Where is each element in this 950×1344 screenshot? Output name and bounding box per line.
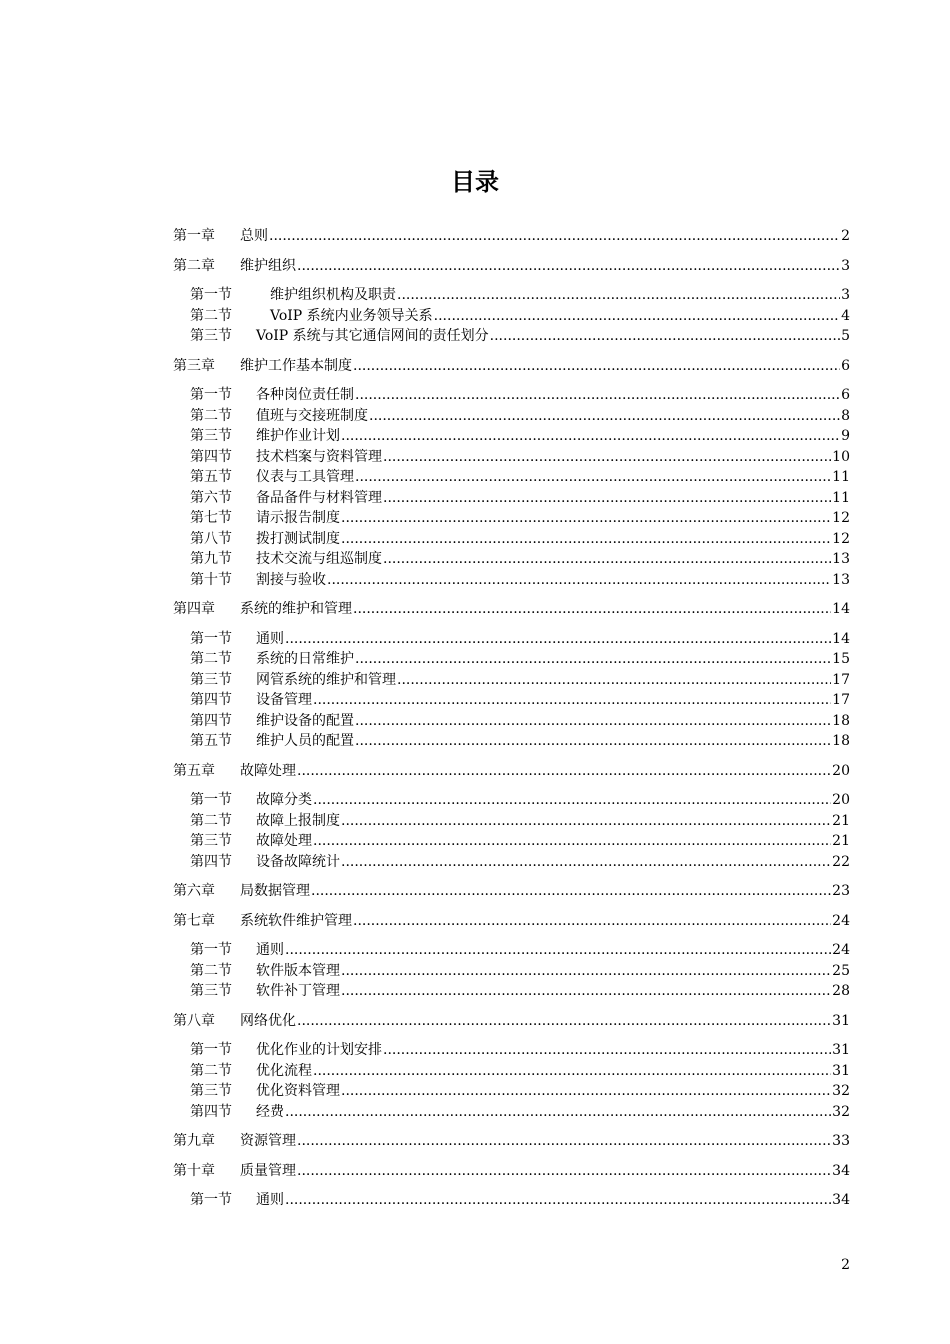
toc-section-entry[interactable] [173,852,850,873]
toc-section-entry[interactable] [173,529,850,550]
toc-dot-leader [297,1131,831,1152]
toc-dot-leader [383,488,831,509]
toc-entry-page: 20 [832,762,850,779]
toc-dot-leader [341,981,831,1002]
toc-entry-number: 第九节 [190,551,232,567]
toc-entry-number: 第二节 [190,962,232,979]
toc-dot-leader [355,731,831,752]
toc-entry-page: 33 [832,1133,850,1149]
toc-entry-number: 第三节 [190,833,232,849]
toc-section-entry[interactable] [173,940,850,961]
toc-entry-number: 第二节 [190,812,232,829]
toc-dot-leader [313,790,831,811]
toc-entry-number: 第十章 [173,1162,215,1179]
toc-entry-page: 31 [832,1042,850,1058]
toc-entry-title: 软件补丁管理 [256,983,340,999]
toc-entry-number: 第一节 [190,792,232,808]
toc-entry-title: 优化流程 [256,1062,312,1079]
toc-entry-title: 通则 [256,630,284,647]
toc-section-entry[interactable] [173,467,850,488]
toc-dot-leader [313,1061,831,1082]
toc-entry-title: 总则 [240,228,268,244]
toc-entry-page: 21 [832,812,850,829]
toc-entry-page: 6 [841,387,850,403]
toc-dot-leader [355,467,831,488]
toc-entry-page: 14 [832,601,850,617]
toc-entry-title: 各种岗位责任制 [256,387,354,403]
toc-entry-page: 24 [832,942,850,958]
toc-dot-leader [341,852,831,873]
toc-entry-title: 优化作业的计划安排 [256,1042,382,1058]
toc-section-entry[interactable] [173,1102,850,1123]
toc-entry-page: 11 [832,469,850,485]
toc-entry-page: 17 [832,671,850,688]
toc-entry-page: 18 [832,712,850,729]
toc-dot-leader [341,811,831,832]
toc-dot-leader [490,326,840,347]
toc-section-entry[interactable] [173,508,850,529]
toc-entry-title: 割接与验收 [256,571,326,588]
toc-entry-page: 9 [841,428,850,444]
toc-entry-number: 第三节 [190,983,232,999]
toc-dot-leader [355,385,840,406]
toc-section-entry[interactable] [173,285,850,306]
toc-entry-title: 维护工作基本制度 [240,357,352,374]
toc-entry-page: 17 [832,692,850,708]
toc-dot-leader [369,406,840,427]
toc-section-entry[interactable] [173,629,850,650]
toc-entry-number: 第六节 [190,489,232,506]
toc-dot-leader [397,285,840,306]
toc-dot-leader [285,940,831,961]
toc-dot-leader [341,529,831,550]
toc-entry-title: 维护组织 [240,257,296,274]
toc-entry-page: 13 [832,571,850,588]
toc-entry-number: 第二章 [173,257,215,274]
toc-entry-number: 第五章 [173,762,215,779]
toc-chapter-entry[interactable] [173,1161,850,1182]
toc-entry-number: 第四节 [190,712,232,729]
toc-entry-title: 维护人员的配置 [256,733,354,749]
toc-entry-page: 31 [832,1062,850,1079]
toc-section-entry[interactable] [173,306,850,327]
toc-section-entry[interactable] [173,961,850,982]
toc-entry-title: 值班与交接班制度 [256,407,368,424]
toc-entry-title: 局数据管理 [240,883,310,899]
toc-dot-leader [313,690,831,711]
toc-entry-page: 8 [841,407,850,424]
toc-entry-title: 故障分类 [256,792,312,808]
toc-entry-number: 第二节 [190,1062,232,1079]
toc-entry-number: 第五节 [190,733,232,749]
toc-dot-leader [297,1161,831,1182]
toc-dot-leader [297,1011,831,1032]
toc-entry-title: 拨打测试制度 [256,530,340,547]
toc-dot-leader [355,649,831,670]
toc-entry-title: 维护设备的配置 [256,712,354,729]
toc-entry-number: 第二节 [190,307,232,324]
table-of-contents [173,226,850,1211]
toc-section-entry[interactable] [173,1061,850,1082]
toc-entry-title: 设备管理 [256,692,312,708]
toc-dot-leader [285,1190,831,1211]
toc-entry-page: 13 [832,551,850,567]
toc-section-entry[interactable] [173,326,850,347]
toc-section-entry[interactable] [173,1081,850,1102]
toc-entry-title: 技术档案与资料管理 [256,448,382,465]
toc-section-entry[interactable] [173,1040,850,1061]
toc-entry-title: 软件版本管理 [256,962,340,979]
toc-section-entry[interactable] [173,811,850,832]
toc-entry-number: 第四节 [190,692,232,708]
toc-section-entry[interactable] [173,549,850,570]
toc-dot-leader [353,911,831,932]
toc-chapter-entry[interactable] [173,911,850,932]
toc-entry-number: 第三节 [190,328,232,344]
toc-dot-leader [341,508,831,529]
toc-chapter-entry[interactable] [173,1011,850,1032]
toc-entry-title: 资源管理 [240,1133,296,1149]
toc-entry-page: 11 [832,489,850,506]
toc-section-entry[interactable] [173,711,850,732]
toc-entry-number: 第四节 [190,853,232,870]
toc-dot-leader [269,226,840,247]
toc-entry-title: 维护组织机构及职责 [256,287,396,303]
toc-section-entry[interactable] [173,731,850,752]
toc-entry-title: 优化资料管理 [256,1083,340,1099]
page-number: 2 [841,1257,850,1273]
toc-entry-number: 第一节 [190,1042,232,1058]
toc-entry-number: 第七节 [190,510,232,526]
toc-section-entry[interactable] [173,385,850,406]
toc-dot-leader [297,256,840,277]
toc-dot-leader [311,881,831,902]
toc-dot-leader [383,1040,831,1061]
toc-entry-page: 12 [832,530,850,547]
toc-entry-title: 故障上报制度 [256,812,340,829]
toc-entry-title: 请示报告制度 [256,510,340,526]
toc-entry-title: 备品备件与材料管理 [256,489,382,506]
toc-entry-page: 24 [832,912,850,929]
toc-entry-number: 第五节 [190,469,232,485]
toc-entry-page: 32 [832,1103,850,1120]
toc-section-entry[interactable] [173,447,850,468]
toc-entry-number: 第一章 [173,228,215,244]
toc-section-entry[interactable] [173,981,850,1002]
toc-entry-number: 第六章 [173,883,215,899]
toc-entry-number: 第七章 [173,912,215,929]
toc-entry-number: 第九章 [173,1133,215,1149]
toc-entry-number: 第三节 [190,428,232,444]
toc-entry-number: 第四节 [190,448,232,465]
toc-entry-title: 通则 [256,942,284,958]
toc-section-entry[interactable] [173,1190,850,1211]
toc-entry-page: 28 [832,983,850,999]
toc-entry-page: 5 [841,328,850,344]
toc-dot-leader [285,629,831,650]
toc-entry-number: 第一节 [190,942,232,958]
toc-entry-title: VoIP 系统与其它通信网间的责任划分 [256,328,489,344]
toc-dot-leader [383,549,831,570]
toc-chapter-entry[interactable] [173,226,850,247]
page-title: 目录 [451,168,499,196]
toc-entry-title: 设备故障统计 [256,853,340,870]
toc-entry-title: 经费 [256,1103,284,1120]
toc-entry-page: 25 [832,962,850,979]
toc-entry-number: 第三节 [190,671,232,688]
toc-section-entry[interactable] [173,790,850,811]
toc-entry-title: 技术交流与组巡制度 [256,551,382,567]
toc-chapter-entry[interactable] [173,356,850,377]
toc-dot-leader [341,1081,831,1102]
toc-entry-page: 3 [841,287,850,303]
toc-entry-title: 网管系统的维护和管理 [256,671,396,688]
toc-dot-leader [327,570,831,591]
toc-section-entry[interactable] [173,488,850,509]
toc-entry-page: 4 [841,307,850,324]
toc-entry-page: 10 [832,448,850,465]
toc-dot-leader [397,670,831,691]
toc-entry-number: 第八章 [173,1012,215,1029]
toc-chapter-entry[interactable] [173,599,850,620]
toc-entry-title: 质量管理 [240,1162,296,1179]
toc-dot-leader [341,426,840,447]
toc-dot-leader [353,599,831,620]
toc-dot-leader [355,711,831,732]
toc-entry-page: 23 [832,883,850,899]
toc-dot-leader [383,447,831,468]
toc-entry-page: 21 [832,833,850,849]
toc-section-entry[interactable] [173,406,850,427]
toc-section-entry[interactable] [173,831,850,852]
toc-entry-title: 系统软件维护管理 [240,912,352,929]
toc-entry-title: 仪表与工具管理 [256,469,354,485]
toc-entry-number: 第四节 [190,1103,232,1120]
toc-dot-leader [434,306,840,327]
toc-entry-title: 通则 [256,1192,284,1208]
toc-entry-page: 3 [841,257,850,274]
toc-entry-number: 第十节 [190,571,232,588]
toc-section-entry[interactable] [173,570,850,591]
toc-dot-leader [353,356,840,377]
toc-section-entry[interactable] [173,670,850,691]
toc-entry-page: 6 [841,357,850,374]
toc-entry-title: 维护作业计划 [256,428,340,444]
toc-dot-leader [341,961,831,982]
toc-section-entry[interactable] [173,426,850,447]
toc-entry-number: 第三节 [190,1083,232,1099]
toc-chapter-entry[interactable] [173,1131,850,1152]
toc-section-entry[interactable] [173,690,850,711]
toc-entry-page: 34 [832,1192,850,1208]
toc-chapter-entry[interactable] [173,881,850,902]
toc-entry-page: 14 [832,630,850,647]
toc-entry-page: 18 [832,733,850,749]
toc-entry-number: 第一节 [190,287,232,303]
toc-entry-page: 32 [832,1083,850,1099]
toc-chapter-entry[interactable] [173,256,850,277]
toc-dot-leader [297,761,831,782]
toc-dot-leader [285,1102,831,1123]
toc-entry-number: 第一节 [190,1192,232,1208]
toc-entry-number: 第三章 [173,357,215,374]
toc-entry-title: 网络优化 [240,1012,296,1029]
toc-entry-page: 34 [832,1162,850,1179]
toc-entry-number: 第四章 [173,601,215,617]
toc-entry-title: 系统的日常维护 [256,651,354,667]
toc-entry-title: 故障处理 [240,762,296,779]
toc-entry-number: 第二节 [190,407,232,424]
toc-dot-leader [313,831,831,852]
toc-chapter-entry[interactable] [173,761,850,782]
toc-section-entry[interactable] [173,649,850,670]
toc-entry-page: 12 [832,510,850,526]
toc-entry-number: 第一节 [190,630,232,647]
toc-entry-page: 31 [832,1012,850,1029]
toc-entry-title: 系统的维护和管理 [240,601,352,617]
toc-entry-page: 20 [832,792,850,808]
toc-entry-page: 22 [832,853,850,870]
toc-entry-number: 第八节 [190,530,232,547]
toc-entry-number: 第二节 [190,651,232,667]
toc-entry-title: 故障处理 [256,833,312,849]
toc-entry-title: VoIP 系统内业务领导关系 [256,307,433,324]
toc-entry-page: 2 [841,228,850,244]
toc-entry-number: 第一节 [190,387,232,403]
toc-entry-page: 15 [832,651,850,667]
